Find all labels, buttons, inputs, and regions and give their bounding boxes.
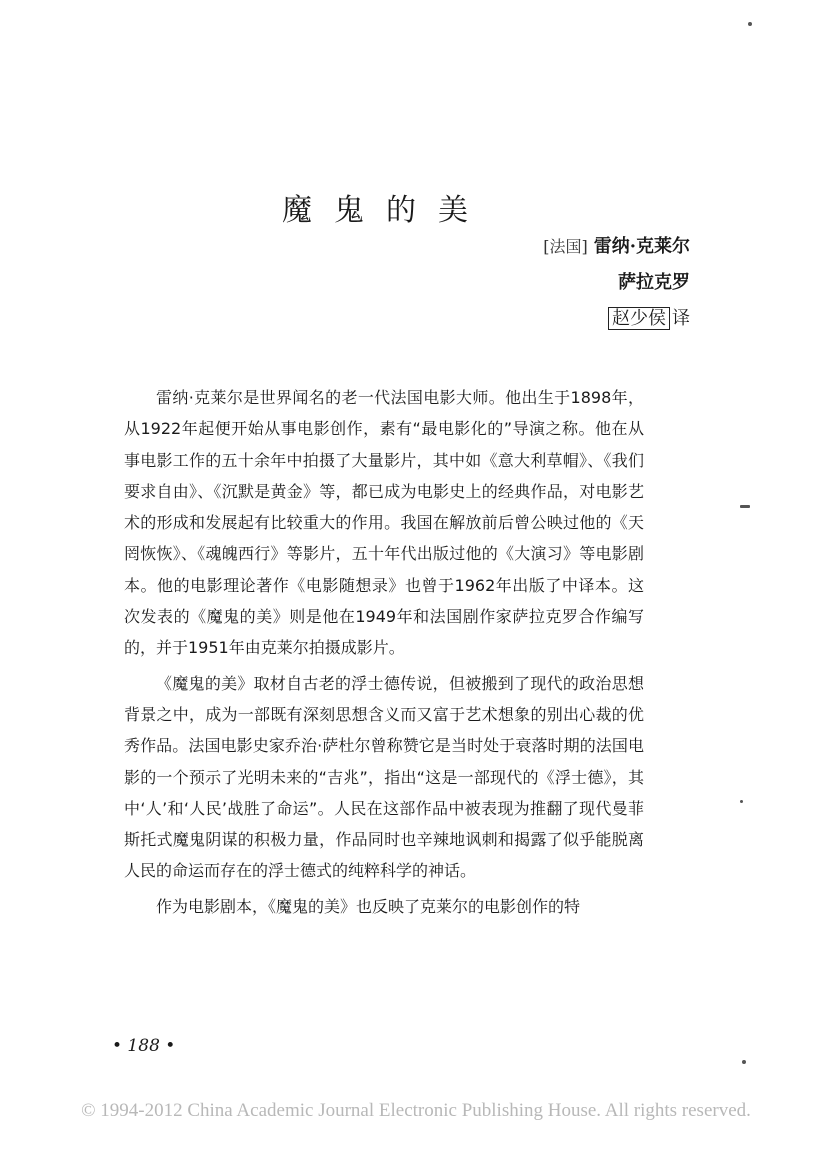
coauthor-line <box>618 268 690 294</box>
scan-speck <box>740 800 743 803</box>
page-number: • 188 • <box>112 1036 176 1056</box>
translator-line <box>608 304 690 330</box>
paragraph-2: 《魔鬼的美》取材自古老的浮士德传说，但被搬到了现代的政治思想背景之中，成为一部既有深刻思想含义而又富于艺术想象的别出心裁的优秀作品。法国电影史家乔治·萨杜尔曾称赞它是当时处于衰落时期的法国电影的一个预示了光明未来的“吉兆”，指出“这是一部现代的《浮士德》，其中‘人’和‘人民’战胜了命运”。人民在这部作品中被表现为推翻了现代曼菲斯托式魔鬼阴谋的积极力量，作品同时也辛辣地讽刺和揭露了似乎能脱离人民的命运而存在的浮士德式的纯粹科学的神话。 <box>124 673 644 881</box>
paragraph-3: 作为电影剧本，《魔鬼的美》也反映了克莱尔的电影创作的特 <box>156 896 581 916</box>
author-line <box>543 232 690 258</box>
paragraph-1: 雷纳·克莱尔是世界闻名的老一代法国电影大师。他出生于1898年，从1922年起便开始从事电影创作，素有“最电影化的”导演之称。他在从事电影工作的五十余年中拍摄了大量影片，其中如《意大利草帽》、《我们要求自由》、《沉默是黄金》等，都已成为电影史上的经典作品，对电影艺术的形成和发展起有比较重大的作用。我国在解放前后曾公映过他的《天罔恢恢》、《魂魄西行》等影片，五十年代出版过他的《大演习》等电影剧本。他的电影理论著作《电影随想录》也曾于1962年出版了中译本。这次发表的《魔鬼的美》则是他在1949年和法国剧作家萨拉克罗合作编写的，并于1951年由克莱尔拍摄成影片。 <box>124 388 644 658</box>
author-name-1: 雷纳·克莱尔 <box>593 236 690 257</box>
article-body <box>124 382 644 926</box>
copyright-notice: © 1994-2012 China Academic Journal Electronic Publishing House. All rights reserved. <box>81 1100 751 1121</box>
author-name-2: 萨拉克罗 <box>618 272 690 293</box>
nationality-tag: [法国] <box>543 237 588 256</box>
scan-speck <box>740 505 750 508</box>
translator-name: 赵少侯 <box>608 307 670 330</box>
translator-suffix: 译 <box>672 308 690 329</box>
scan-speck <box>742 1060 746 1064</box>
scan-speck <box>748 22 752 26</box>
article-title: 魔鬼的美 <box>282 193 490 229</box>
